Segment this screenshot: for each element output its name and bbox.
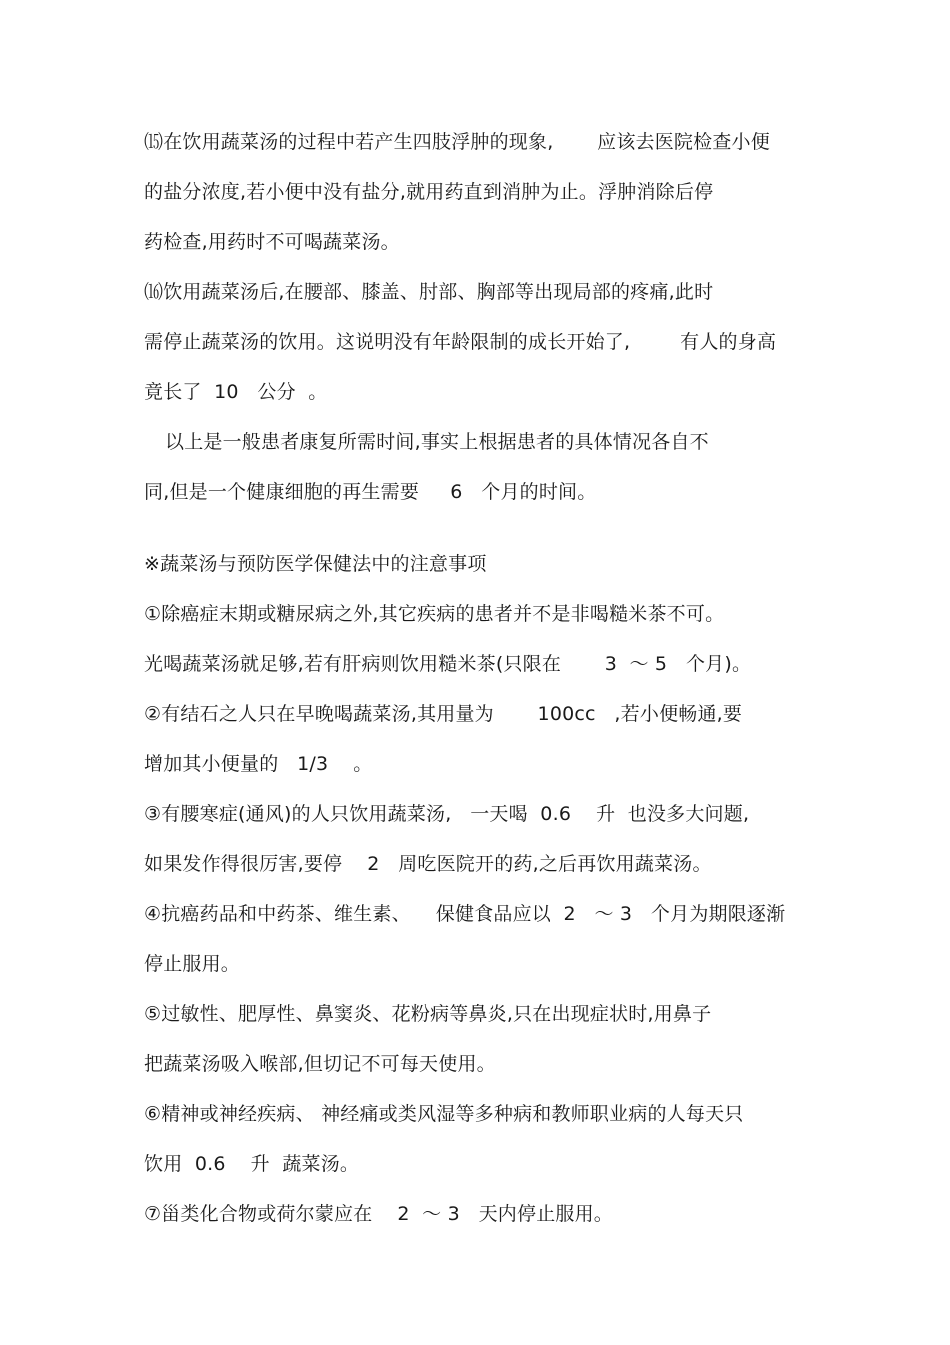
paragraph-15-line-3: 药检查,用药时不可喝蔬菜汤。 [144, 231, 400, 253]
item-1-line-1: ①除癌症末期或糖尿病之外,其它疾病的患者并不是非喝糙米茶不可。 [144, 603, 725, 625]
item-1-line-2: 光喝蔬菜汤就足够,若有肝病则饮用糙米茶(只限在 3 ～ 5 个月)。 [144, 653, 752, 675]
item-7-line-1: ⑦甾类化合物或荷尔蒙应在 2 ～ 3 天内停止服用。 [144, 1203, 614, 1225]
paragraph-15-line-2: 的盐分浓度,若小便中没有盐分,就用药直到消肿为止。浮肿消除后停 [144, 181, 714, 203]
item-3-line-1: ③有腰寒症(通风)的人只饮用蔬菜汤, 一天喝 0.6 升 也没多大问题, [144, 803, 750, 825]
paragraph-16-line-2: 需停止蔬菜汤的饮用。这说明没有年龄限制的成长开始了, 有人的身高 [144, 331, 777, 353]
paragraph-16-line-3: 竟长了 10 公分 。 [144, 381, 328, 403]
paragraph-15-line-1: ⒂在饮用蔬菜汤的过程中若产生四肢浮肿的现象, 应该去医院检查小便 [144, 131, 770, 153]
item-4-line-2: 停止服用。 [144, 953, 241, 975]
item-4-line-1: ④抗癌药品和中药茶、维生素、 保健食品应以 2 ～ 3 个月为期限逐渐 [144, 903, 786, 925]
summary-line-2: 同,但是一个健康细胞的再生需要 6 个月的时间。 [144, 481, 597, 503]
item-6-line-2: 饮用 0.6 升 蔬菜汤。 [144, 1153, 360, 1175]
section-heading: ※蔬菜汤与预防医学保健法中的注意事项 [144, 553, 487, 575]
item-2-line-1: ②有结石之人只在早晚喝蔬菜汤,其用量为 100cc ,若小便畅通,要 [144, 703, 743, 725]
item-5-line-1: ⑤过敏性、肥厚性、鼻窦炎、花粉病等鼻炎,只在出现症状时,用鼻子 [144, 1003, 712, 1025]
item-5-line-2: 把蔬菜汤吸入喉部,但切记不可每天使用。 [144, 1053, 496, 1075]
paragraph-16-line-1: ⒃饮用蔬菜汤后,在腰部、膝盖、肘部、胸部等出现局部的疼痛,此时 [144, 281, 714, 303]
summary-line-1: 以上是一般患者康复所需时间,事实上根据患者的具体情况各自不 [165, 431, 709, 453]
item-2-line-2: 增加其小便量的 1/3 。 [144, 753, 373, 775]
item-6-line-1: ⑥精神或神经疾病、 神经痛或类风湿等多种病和教师职业病的人每天只 [144, 1103, 744, 1125]
item-3-line-2: 如果发作得很厉害,要停 2 周吃医院开的药,之后再饮用蔬菜汤。 [144, 853, 712, 875]
